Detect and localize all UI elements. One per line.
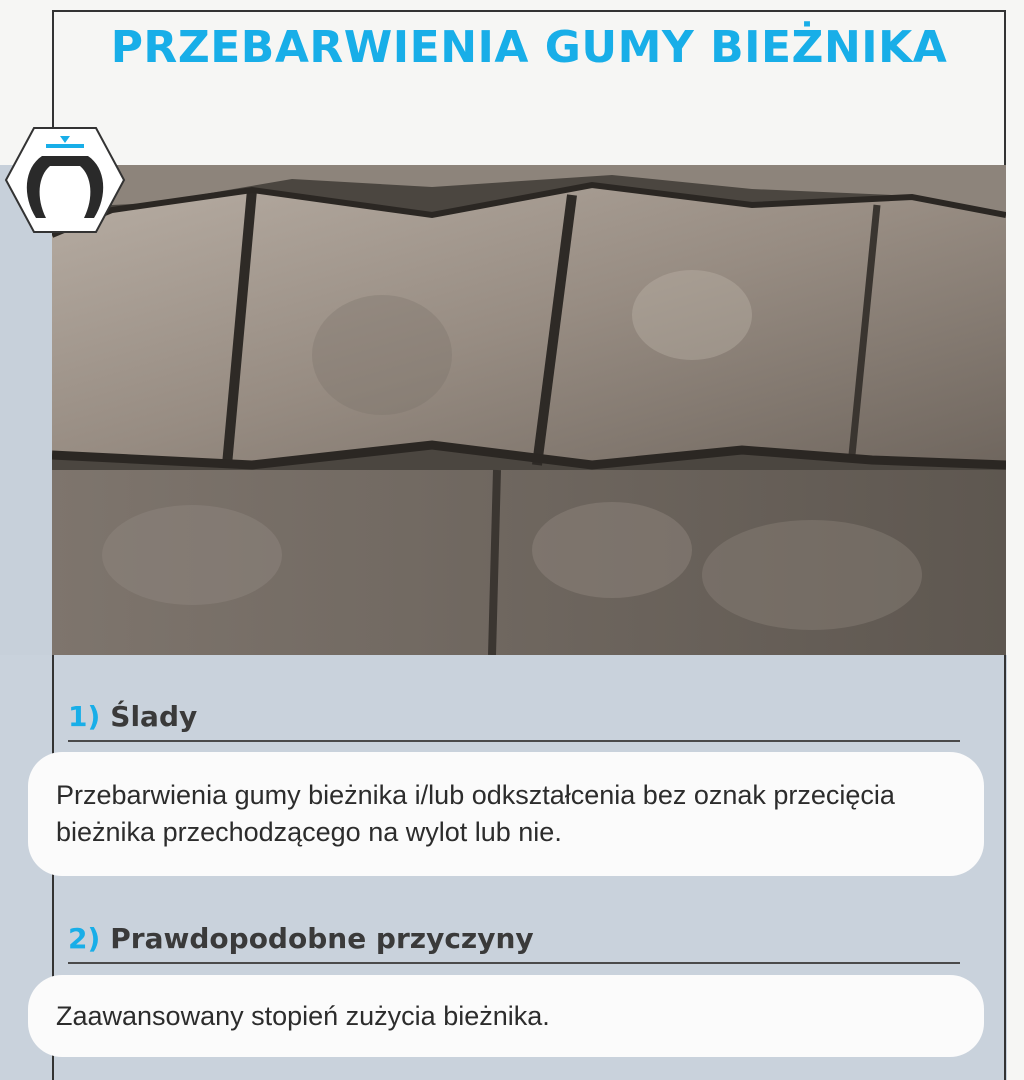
section-1-divider [68,740,960,742]
section-2-text: Zaawansowany stopień zużycia bieżnika. [56,1000,550,1031]
section-1-number: 1) [68,700,101,733]
section-2-card [28,975,984,1057]
section-2-divider [68,962,960,964]
section-2-number: 2) [68,922,101,955]
section-1-text: Przebarwienia gumy bieżnika i/lub odkształcenia bez oznak przecięcia bieżnika przechodzącego na wylot lub nie. [56,780,895,847]
tyre-tread-photo [52,165,1006,655]
section-1-heading [68,700,197,733]
section-1-card [28,752,984,876]
tire-cross-section-icon [4,126,126,234]
page-title: PRZEBARWIENIA GUMY BIEŻNIKA [110,22,948,73]
section-2-heading [68,922,534,955]
section-1-title: Ślady [110,700,198,733]
section-2-title: Prawdopodobne przyczyny [110,922,534,955]
